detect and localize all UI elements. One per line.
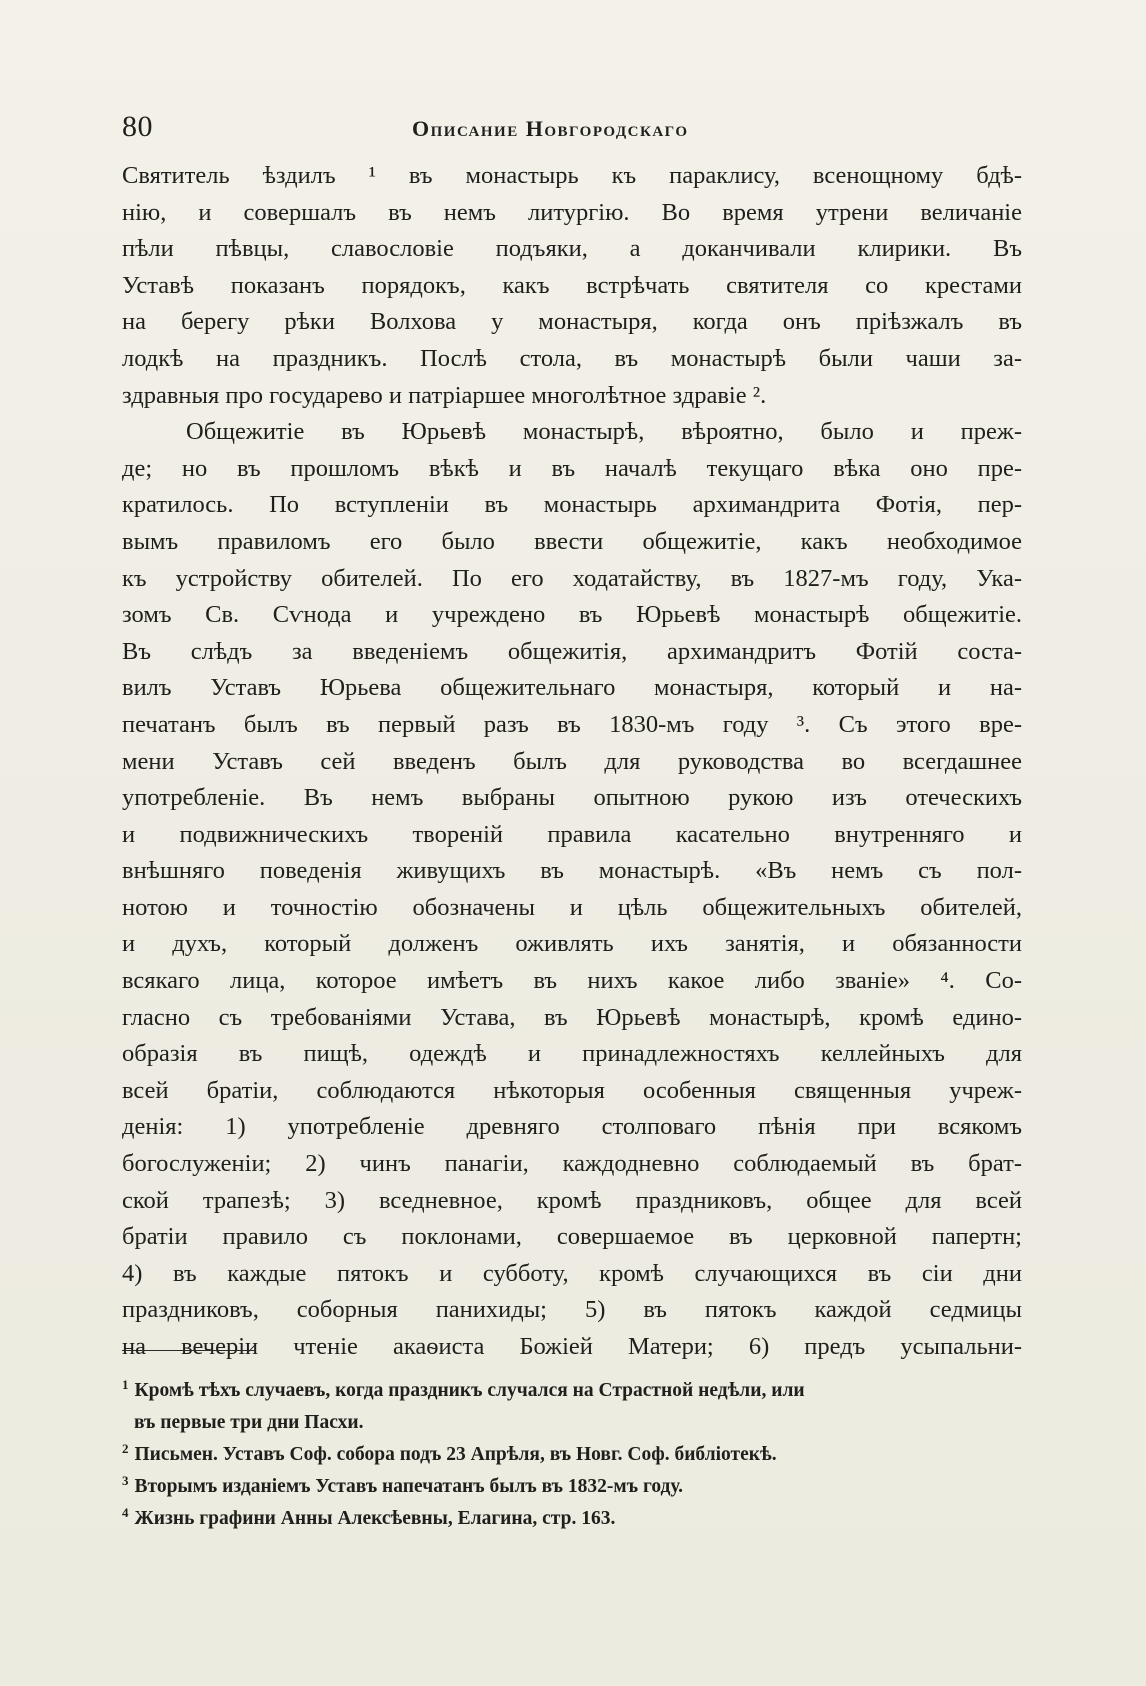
text-line: употребленіе. Въ немъ выбраны опытною рукою изъ отеческихъ [122,784,1022,812]
footnote-text: Кромѣ тѣхъ случаевъ, когда праздникъ случался на Страстной недѣли, или [134,1380,805,1401]
footnote-mark: 4 [122,1504,129,1520]
page-number: 80 [122,110,153,143]
text-line: образія въ пищѣ, одеждѣ и принадлежностяхъ келлейныхъ для [122,1040,1022,1068]
text-line: Въ слѣдъ за введеніемъ общежитія, архимандритъ Фотій соста- [122,637,1022,665]
text-line: гласно съ требованіями Устава, въ Юрьевѣ монастырѣ, кромѣ едино- [122,1003,1022,1031]
text-line: и подвижническихъ твореній правила касательно внутренняго и [122,820,1022,848]
text-line: вилъ Уставъ Юрьева общежительнаго монастыря, который и на- [122,674,1022,702]
text-line: вымъ правиломъ его было ввести общежитіе, какъ необходимое [122,527,1022,555]
footnote-mark: 2 [122,1440,129,1456]
footnote-text: Вторымъ изданіемъ Уставъ напечатанъ былъ въ 1832-мъ году. [134,1476,684,1497]
running-title: Описание Новгородскаго [412,116,689,141]
text-line: братіи правило съ поклонами, совершаемое въ церковной папертн; [122,1223,1022,1251]
footnote-mark: 3 [122,1472,129,1488]
text-line: всякаго лица, которое имѣетъ въ нихъ какое либо званіе» ⁴. Со- [122,967,1022,995]
footnote-1 [122,1375,1022,1407]
text-line: ской трапезѣ; 3) вседневное, кромѣ праздниковъ, общее для всей [122,1186,1022,1214]
text-line: Уставѣ показанъ порядокъ, какъ встрѣчать святителя со крестами [122,271,1022,299]
text-line: всей братіи, соблюдаются нѣкоторыя особенныя священныя учреж- [122,1076,1022,1104]
text-line: 4) въ каждые пятокъ и субботу, кромѣ случающихся въ сіи дни [122,1259,1022,1287]
text-line: богослуженіи; 2) чинъ панагіи, каждодневно соблюдаемый въ брат- [122,1150,1022,1178]
text-line: нію, и совершалъ въ немъ литургію. Во время утрени величаніе [122,198,1022,226]
text-line: къ устройству обителей. По его ходатайству, въ 1827-мъ году, Ука- [122,564,1022,592]
footnote-mark: 1 [122,1376,129,1392]
text-line: денія: 1) употребленіе древняго столповаго пѣнія при всякомъ [122,1113,1022,1141]
text-line: зомъ Св. Сѵнода и учреждено въ Юрьевѣ монастырѣ общежитіе. [122,601,1022,629]
text-line: и духъ, который долженъ оживлять ихъ занятія, и обязанности [122,930,1022,958]
text-line: мени Уставъ сей введенъ былъ для руководства во всегдашнее [122,747,1022,775]
text-line: нотою и точностію обозначены и цѣль общежительныхъ обителей, [122,893,1022,921]
text-line: здравныя про государево и патріаршее многолѣтное здравіе ². [122,381,767,409]
footnote-text: Письмен. Уставъ Соф. собора подъ 23 Апрѣля, въ Новг. Соф. библіотекѣ. [134,1444,777,1465]
footnote-4 [122,1503,1022,1535]
paragraph-start-line: Общежитіе въ Юрьевѣ монастырѣ, вѣроятно, было и преж- [186,418,1022,446]
footnote-2 [122,1439,1022,1471]
main-text [122,158,1022,1366]
text-line: кратилось. По вступленіи въ монастырь архимандрита Фотія, пер- [122,491,1022,519]
footnote-3 [122,1471,1022,1503]
text-line: пѣли пѣвцы, славословіе подъяки, а доканчивали клирики. Въ [122,235,1022,263]
text-line: на берегу рѣки Волхова у монастыря, когда онъ пріѣзжалъ въ [122,308,1022,336]
text-line: печатанъ былъ въ первый разъ въ 1830-мъ году ³. Съ этого вре- [122,710,1022,738]
footnote-text: Жизнь графини Анны Алексѣевны, Елагина, стр. 163. [134,1508,616,1529]
footnote-rule [122,1350,256,1351]
text-line: лодкѣ на праздникъ. Послѣ стола, въ монастырѣ были чаши за- [122,344,1022,372]
text-line: на вечеріи чтеніе акаѳиста Божіей Матери; 6) предъ усыпальни- [122,1333,1022,1360]
text-line: праздниковъ, соборныя панихиды; 5) въ пятокъ каждой седмицы [122,1296,1022,1324]
footnote-1-continuation: въ первые три дни Пасхи. [134,1412,364,1433]
footnotes [122,1375,1022,1535]
page-header [122,110,1022,150]
text-line: Святитель ѣздилъ ¹ въ монастырь къ параклису, всенощному бдѣ- [122,162,1022,189]
text-line: внѣшняго поведенія живущихъ въ монастырѣ. «Въ немъ съ пол- [122,857,1022,885]
text-line: де; но въ прошломъ вѣкѣ и въ началѣ текущаго вѣка оно пре- [122,454,1022,482]
